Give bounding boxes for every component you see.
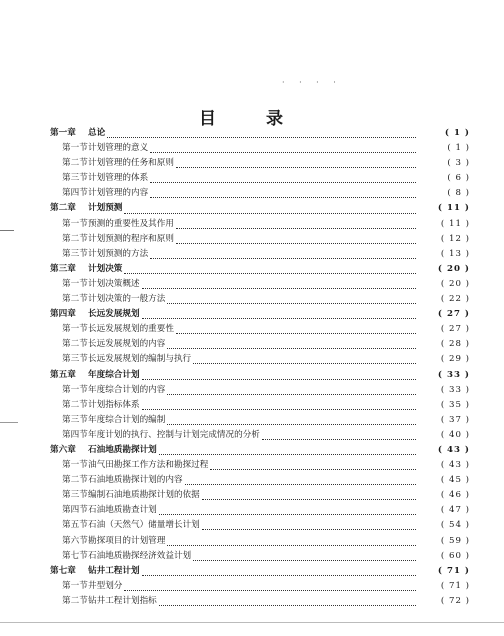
toc-section-entry [50,277,470,292]
dot-leader [176,159,416,168]
toc-page-number: ( 8 ) [447,188,470,199]
toc-page-number: ( 71 ) [437,565,470,576]
dot-leader [167,340,416,349]
toc-page-number: ( 20 ) [437,263,470,274]
toc-entry-title: 计划管理的任务和原则 [88,158,174,169]
dot-leader [210,461,416,470]
toc-entry-title: 石油（天然气）储量增长计划 [88,520,200,531]
dot-leader [167,416,416,425]
dot-leader [159,597,416,606]
toc-entry-title: 勘探项目的计划管理 [88,535,166,546]
toc-page-number: ( 1 ) [447,143,470,154]
toc-page-number: ( 20 ) [440,278,470,289]
toc-entry-title: 长远发展规划 [88,309,140,320]
toc-section-entry [50,156,470,171]
toc-section-entry [50,488,470,503]
toc-entry-number: 第二节 [62,595,88,606]
toc-page-number: ( 3 ) [447,158,470,169]
toc-chapter-entry [50,262,470,277]
toc-entry-title: 计划决策 [88,263,123,274]
toc-section-entry [50,594,470,609]
toc-page-number: ( 13 ) [440,248,470,259]
dot-leader [142,310,416,319]
toc-entry-number: 第二节 [62,339,88,350]
toc-entry-number: 第三节 [62,248,88,259]
toc-entry-title: 长远发展规划的重要性 [88,324,174,335]
toc-section-entry [50,398,470,413]
toc-section-entry [50,232,470,247]
toc-page-number: ( 6 ) [447,173,470,184]
toc-entry-number: 第二节 [62,158,88,169]
dot-leader [176,220,416,229]
toc-page-number: ( 22 ) [440,294,470,305]
toc-entry-number: 第三章 [50,263,76,274]
toc-entry-number: 第五节 [62,520,88,531]
toc-entry-number: 第三节 [62,490,88,501]
toc-entry-number: 第二章 [50,203,76,214]
toc-entry-number: 第四节 [62,505,88,516]
toc-entry-number: 第四章 [50,309,76,320]
dot-leader [176,325,416,334]
toc-entry-title: 钻井工程计划 [88,565,140,576]
toc-chapter-entry [50,564,470,579]
toc-section-entry [50,217,470,232]
toc-entry-title: 计划管理的意义 [88,143,149,154]
toc-entry-number: 第一节 [62,460,88,471]
toc-section-entry [50,473,470,488]
toc-entry-title: 年度综合计划的内容 [88,384,166,395]
dot-leader [193,552,416,561]
toc-chapter-entry [50,126,470,141]
toc-page-number: ( 60 ) [440,550,470,561]
dot-leader [150,174,416,183]
toc-section-entry [50,322,470,337]
toc-section-entry [50,518,470,533]
dot-leader [124,205,416,214]
dot-leader [150,250,416,259]
toc-entry-title: 年度综合计划的编制 [88,414,166,425]
toc-page-number: ( 71 ) [440,580,470,591]
toc-chapter-entry [50,201,470,216]
dot-leader [142,567,416,576]
toc-entry-title: 油气田勘探工作方法和勘探过程 [88,460,209,471]
dot-leader [150,189,416,198]
dot-leader [185,476,416,485]
toc-entry-number: 第一节 [62,218,88,229]
toc-entry-title: 石油地质勘探经济效益计划 [88,550,192,561]
toc-section-entry [50,141,470,156]
toc-page-number: ( 28 ) [440,339,470,350]
toc-page-number: ( 45 ) [440,475,470,486]
toc-entry-number: 第二节 [62,399,88,410]
toc-page-number: ( 29 ) [440,354,470,365]
dot-leader [150,144,416,153]
toc-entry-title: 计划指标体系 [88,399,140,410]
dot-leader [202,491,416,500]
scan-mark [0,422,18,423]
toc-entry-title: 总论 [88,128,106,138]
toc-entry-number: 第一节 [62,580,88,591]
toc-page-number: ( 27 ) [440,324,470,335]
toc-page-number: ( 43 ) [437,444,470,455]
toc-entry-number: 第一节 [62,143,88,154]
toc-page-number: ( 11 ) [440,218,470,229]
toc-entry-number: 第四节 [62,188,88,199]
toc-entry-title: 计划预测的程序和原则 [88,233,174,244]
toc-section-entry [50,171,470,186]
toc-entry-number: 第二节 [62,233,88,244]
toc-entry-title: 石油地质勘查计划 [88,505,157,516]
toc-entry-title: 井型划分 [88,580,123,591]
toc-entry-number: 第五章 [50,369,76,380]
toc-page-number: ( 27 ) [437,309,470,320]
dot-leader [167,386,416,395]
dot-leader [176,235,416,244]
toc-section-entry [50,292,470,307]
scan-mark [0,230,14,231]
toc-page-number: ( 46 ) [440,490,470,501]
dot-leader [142,280,416,289]
toc-entry-number: 第一节 [62,384,88,395]
dot-leader [202,521,416,530]
toc-section-entry [50,337,470,352]
toc-section-entry [50,503,470,518]
dot-leader [193,355,416,364]
dot-leader [124,582,416,591]
dot-leader [124,265,416,274]
toc-entry-title: 编制石油地质勘探计划的依据 [88,490,200,501]
toc-entry-title: 计划管理的内容 [88,188,149,199]
toc-page-number: ( 33 ) [440,384,470,395]
toc-chapter-entry [50,307,470,322]
toc-entry-title: 计划管理的体系 [88,173,149,184]
toc-page-number: ( 40 ) [440,429,470,440]
toc-section-entry [50,247,470,262]
toc-page-number: ( 59 ) [440,535,470,546]
toc-entry-number: 第七章 [50,565,76,576]
toc-page-number: ( 54 ) [440,520,470,531]
toc-section-entry [50,549,470,564]
toc-page-number: ( 37 ) [440,414,470,425]
scan-specks: · · · · [282,78,342,87]
toc-section-entry [50,428,470,443]
toc-section-entry [50,534,470,549]
toc-page-number: ( 11 ) [437,203,470,214]
scan-edge-line [0,622,504,623]
toc-entry-title: 计划预测的方法 [88,248,149,259]
toc-entry-number: 第二节 [62,294,88,305]
toc-page-number: ( 1 ) [444,128,470,138]
toc-entry-number: 第七节 [62,550,88,561]
toc-entry-title: 年度计划的执行、控制与计划完成情况的分析 [88,429,260,440]
toc-entry-number: 第一节 [62,324,88,335]
toc-entry-number: 第三节 [62,173,88,184]
page-title: 目 录 [199,109,305,129]
toc-page-number: ( 33 ) [437,369,470,380]
toc-entry-title: 石油地质勘探计划 [88,444,157,455]
dot-leader [107,129,416,138]
toc-entry-title: 长远发展规划的编制与执行 [88,354,192,365]
toc-entry-title: 长远发展规划的内容 [88,339,166,350]
toc-entry-number: 第一章 [50,128,76,138]
toc-entry-number: 第六节 [62,535,88,546]
toc-entry-title: 计划决策的一般方法 [88,294,166,305]
dot-leader [142,371,416,380]
dot-leader [159,446,416,455]
toc-entry-title: 计划预测 [88,203,123,214]
toc-entry-number: 第三节 [62,414,88,425]
toc-entry-number: 第一节 [62,278,88,289]
dot-leader [159,506,416,515]
toc-entry-number: 第二节 [62,475,88,486]
toc-entry-number: 第六章 [50,444,76,455]
toc-chapter-entry [50,443,470,458]
toc-entry-number: 第四节 [62,429,88,440]
toc-page-number: ( 47 ) [440,505,470,516]
toc-section-entry [50,186,470,201]
toc-entry-title: 石油地质勘探计划的内容 [88,475,183,486]
toc-entry-title: 年度综合计划 [88,369,140,380]
toc-section-entry [50,579,470,594]
toc-page-number: ( 35 ) [440,399,470,410]
toc-page-number: ( 43 ) [440,460,470,471]
toc-entry-title: 计划决策概述 [88,278,140,289]
table-of-contents [50,126,470,609]
toc-entry-title: 钻井工程计划指标 [88,595,157,606]
toc-section-entry [50,352,470,367]
toc-section-entry [50,458,470,473]
dot-leader [262,431,416,440]
toc-page-number: ( 12 ) [440,233,470,244]
toc-entry-title: 预测的重要性及其作用 [88,218,174,229]
dot-leader [167,295,416,304]
toc-chapter-entry [50,368,470,383]
toc-section-entry [50,413,470,428]
toc-section-entry [50,383,470,398]
toc-page-number: ( 72 ) [440,595,470,606]
dot-leader [142,401,416,410]
dot-leader [167,537,416,546]
toc-entry-number: 第三节 [62,354,88,365]
